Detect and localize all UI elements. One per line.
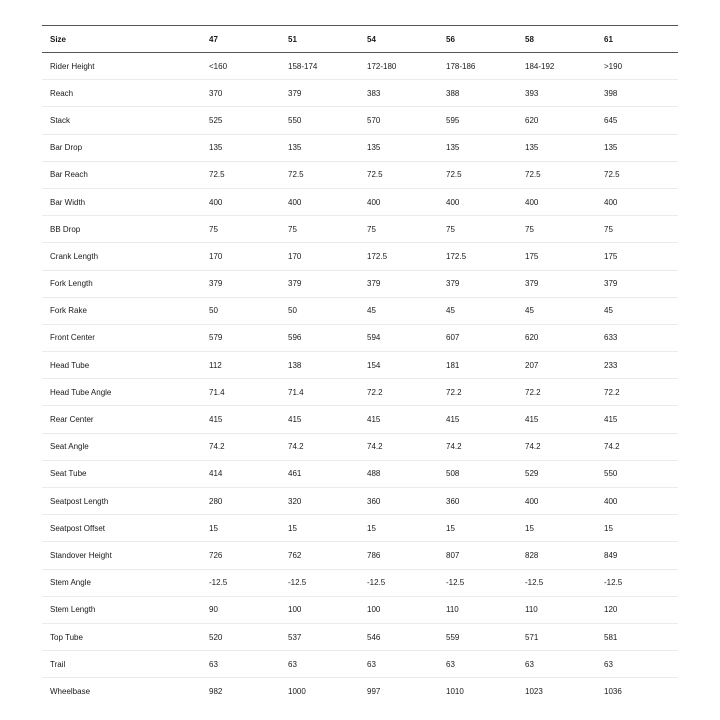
header-size-column: 58 — [525, 34, 534, 44]
row-value: 550 — [604, 469, 618, 479]
row-value: 508 — [446, 469, 460, 479]
row-value: 74.2 — [209, 442, 225, 452]
row-label: Seatpost Offset — [50, 523, 105, 533]
row-value: -12.5 — [367, 578, 386, 588]
header-size-column: 56 — [446, 34, 455, 44]
row-value: >190 — [604, 61, 623, 71]
row-value: 172-180 — [367, 61, 397, 71]
header-size-column: 61 — [604, 34, 613, 44]
row-value: 579 — [209, 333, 223, 343]
row-label: Wheelbase — [50, 687, 91, 697]
row-value: 138 — [288, 360, 302, 370]
table-row — [42, 515, 678, 542]
row-value: 74.2 — [367, 442, 383, 452]
row-value: 415 — [367, 415, 381, 425]
row-value: 110 — [525, 605, 538, 615]
row-value: 75 — [446, 224, 455, 234]
row-value: 415 — [525, 415, 539, 425]
row-value: 360 — [367, 496, 381, 506]
row-value: 807 — [446, 550, 460, 560]
row-value: 50 — [288, 306, 297, 316]
row-value: 550 — [288, 115, 302, 125]
row-label: Head Tube Angle — [50, 387, 112, 397]
row-label: Seat Angle — [50, 442, 89, 452]
row-value: -12.5 — [209, 578, 228, 588]
row-label: Head Tube — [50, 360, 90, 370]
row-value: 90 — [209, 605, 218, 615]
row-value: 45 — [525, 306, 534, 316]
row-value: 181 — [446, 360, 460, 370]
row-value: 488 — [367, 469, 381, 479]
row-value: 280 — [209, 496, 223, 506]
row-value: 135 — [209, 143, 223, 153]
row-value: 596 — [288, 333, 302, 343]
row-value: 63 — [525, 659, 534, 669]
row-label: Stack — [50, 115, 71, 125]
row-value: 75 — [209, 224, 218, 234]
row-value: 415 — [209, 415, 223, 425]
row-value: 45 — [367, 306, 376, 316]
table-row — [42, 297, 678, 324]
row-value: 184-192 — [525, 61, 555, 71]
row-value: 112 — [209, 360, 222, 370]
table-row — [42, 678, 678, 705]
row-value: 74.2 — [446, 442, 462, 452]
header-size-label: Size — [50, 34, 67, 44]
row-value: 393 — [525, 88, 539, 98]
row-label: Stem Angle — [50, 578, 91, 588]
row-value: 529 — [525, 469, 539, 479]
row-label: Front Center — [50, 333, 95, 343]
row-value: 135 — [367, 143, 381, 153]
row-value: 379 — [209, 279, 223, 289]
row-value: 370 — [209, 88, 223, 98]
row-value: 50 — [209, 306, 218, 316]
table-row — [42, 161, 678, 188]
row-value: 110 — [446, 605, 459, 615]
row-value: 135 — [288, 143, 302, 153]
row-value: 63 — [367, 659, 376, 669]
row-label: Rear Center — [50, 415, 94, 425]
row-value: 379 — [525, 279, 539, 289]
row-value: 360 — [446, 496, 460, 506]
row-value: 74.2 — [288, 442, 304, 452]
row-value: 546 — [367, 632, 381, 642]
row-value: -12.5 — [446, 578, 465, 588]
row-value: 607 — [446, 333, 460, 343]
row-value: 1036 — [604, 687, 622, 697]
row-value: 594 — [367, 333, 381, 343]
row-value: 379 — [367, 279, 381, 289]
row-value: 233 — [604, 360, 618, 370]
row-value: 74.2 — [525, 442, 541, 452]
row-value: -12.5 — [288, 578, 307, 588]
row-value: 63 — [209, 659, 218, 669]
row-value: 75 — [525, 224, 534, 234]
row-label: Standover Height — [50, 550, 112, 560]
row-value: 1023 — [525, 687, 543, 697]
row-value: 75 — [367, 224, 376, 234]
row-value: 71.4 — [209, 387, 225, 397]
row-value: 379 — [446, 279, 460, 289]
row-value: -12.5 — [525, 578, 544, 588]
table-row — [42, 107, 678, 134]
row-value: 207 — [525, 360, 539, 370]
header-size-column: 54 — [367, 34, 376, 44]
row-value: 620 — [525, 333, 539, 343]
table-row — [42, 324, 678, 351]
row-value: 72.2 — [525, 387, 541, 397]
row-value: 383 — [367, 88, 381, 98]
row-value: 415 — [604, 415, 618, 425]
row-value: 398 — [604, 88, 618, 98]
table-row — [42, 433, 678, 460]
row-value: 72.5 — [288, 170, 304, 180]
row-value: 45 — [446, 306, 455, 316]
row-value: 997 — [367, 687, 381, 697]
row-value: 15 — [604, 523, 613, 533]
row-value: 537 — [288, 632, 302, 642]
row-value: 75 — [604, 224, 613, 234]
row-value: 525 — [209, 115, 223, 125]
table-row — [42, 352, 678, 379]
row-value: 172.5 — [367, 251, 388, 261]
row-value: 570 — [367, 115, 381, 125]
row-label: Bar Width — [50, 197, 86, 207]
row-value: 100 — [367, 605, 381, 615]
row-value: 414 — [209, 469, 223, 479]
row-value: 633 — [604, 333, 618, 343]
row-value: 595 — [446, 115, 460, 125]
row-value: 400 — [367, 197, 381, 207]
row-value: 154 — [367, 360, 381, 370]
table-row — [42, 596, 678, 623]
row-value: 581 — [604, 632, 618, 642]
table-row — [42, 379, 678, 406]
row-label: Bar Reach — [50, 170, 88, 180]
row-value: 762 — [288, 550, 302, 560]
row-value: 828 — [525, 550, 539, 560]
table-row — [42, 243, 678, 270]
row-label: Trail — [50, 659, 66, 669]
row-value: 15 — [525, 523, 534, 533]
row-value: 100 — [288, 605, 302, 615]
row-value: 982 — [209, 687, 223, 697]
row-value: 1000 — [288, 687, 306, 697]
row-value: 175 — [604, 251, 618, 261]
row-label: Reach — [50, 88, 74, 98]
table-row — [42, 188, 678, 215]
row-value: 120 — [604, 605, 618, 615]
row-label: Seat Tube — [50, 469, 87, 479]
table-row — [42, 488, 678, 515]
row-value: 379 — [288, 88, 302, 98]
row-value: 620 — [525, 115, 539, 125]
row-value: 379 — [288, 279, 302, 289]
row-value: 388 — [446, 88, 460, 98]
table-row — [42, 216, 678, 243]
row-value: 75 — [288, 224, 297, 234]
row-label: Rider Height — [50, 61, 95, 71]
table-row — [42, 80, 678, 107]
row-value: 74.2 — [604, 442, 620, 452]
row-value: 849 — [604, 550, 618, 560]
table-row — [42, 460, 678, 487]
header-size-column: 51 — [288, 34, 297, 44]
row-value: 72.5 — [604, 170, 620, 180]
row-value: 72.5 — [446, 170, 462, 180]
table-row — [42, 651, 678, 678]
row-value: 71.4 — [288, 387, 304, 397]
row-value: 135 — [604, 143, 618, 153]
row-value: 175 — [525, 251, 539, 261]
table-row — [42, 623, 678, 650]
row-value: 63 — [446, 659, 455, 669]
row-value: 400 — [209, 197, 223, 207]
row-value: 15 — [446, 523, 455, 533]
row-value: 320 — [288, 496, 302, 506]
row-value: 379 — [604, 279, 618, 289]
row-value: 415 — [288, 415, 302, 425]
row-value: 15 — [209, 523, 218, 533]
row-label: Crank Length — [50, 251, 99, 261]
row-value: 400 — [288, 197, 302, 207]
row-value: 63 — [604, 659, 613, 669]
table-row — [42, 406, 678, 433]
row-value: 400 — [525, 496, 539, 506]
geometry-table — [42, 25, 678, 705]
row-value: 72.2 — [367, 387, 383, 397]
row-value: 400 — [604, 197, 618, 207]
row-label: Top Tube — [50, 632, 83, 642]
row-value: 170 — [288, 251, 302, 261]
row-label: Fork Length — [50, 279, 93, 289]
row-value: <160 — [209, 61, 228, 71]
header-size-column: 47 — [209, 34, 218, 44]
row-value: -12.5 — [604, 578, 623, 588]
row-value: 571 — [525, 632, 539, 642]
row-label: Bar Drop — [50, 143, 83, 153]
row-value: 172.5 — [446, 251, 467, 261]
table-row — [42, 542, 678, 569]
table-row — [42, 270, 678, 297]
row-value: 72.2 — [446, 387, 462, 397]
row-value: 170 — [209, 251, 223, 261]
table-row — [42, 569, 678, 596]
row-value: 63 — [288, 659, 297, 669]
row-value: 135 — [525, 143, 539, 153]
header-row — [42, 26, 678, 53]
table-row — [42, 53, 678, 80]
row-value: 72.5 — [367, 170, 383, 180]
row-value: 1010 — [446, 687, 464, 697]
row-value: 72.5 — [209, 170, 225, 180]
table-row — [42, 134, 678, 161]
row-value: 786 — [367, 550, 381, 560]
row-value: 400 — [604, 496, 618, 506]
row-value: 461 — [288, 469, 302, 479]
row-value: 726 — [209, 550, 223, 560]
row-label: BB Drop — [50, 224, 81, 234]
row-value: 158-174 — [288, 61, 318, 71]
table-body — [42, 53, 678, 706]
row-value: 645 — [604, 115, 618, 125]
table-header — [42, 26, 678, 53]
row-value: 72.2 — [604, 387, 620, 397]
row-value: 15 — [288, 523, 297, 533]
row-value: 400 — [446, 197, 460, 207]
row-value: 400 — [525, 197, 539, 207]
row-value: 415 — [446, 415, 460, 425]
row-value: 559 — [446, 632, 460, 642]
row-value: 135 — [446, 143, 460, 153]
row-value: 178-186 — [446, 61, 476, 71]
row-label: Seatpost Length — [50, 496, 109, 506]
row-label: Fork Rake — [50, 306, 87, 316]
row-value: 72.5 — [525, 170, 541, 180]
row-value: 520 — [209, 632, 223, 642]
geometry-table-container — [42, 25, 678, 705]
row-value: 15 — [367, 523, 376, 533]
row-label: Stem Length — [50, 605, 96, 615]
row-value: 45 — [604, 306, 613, 316]
